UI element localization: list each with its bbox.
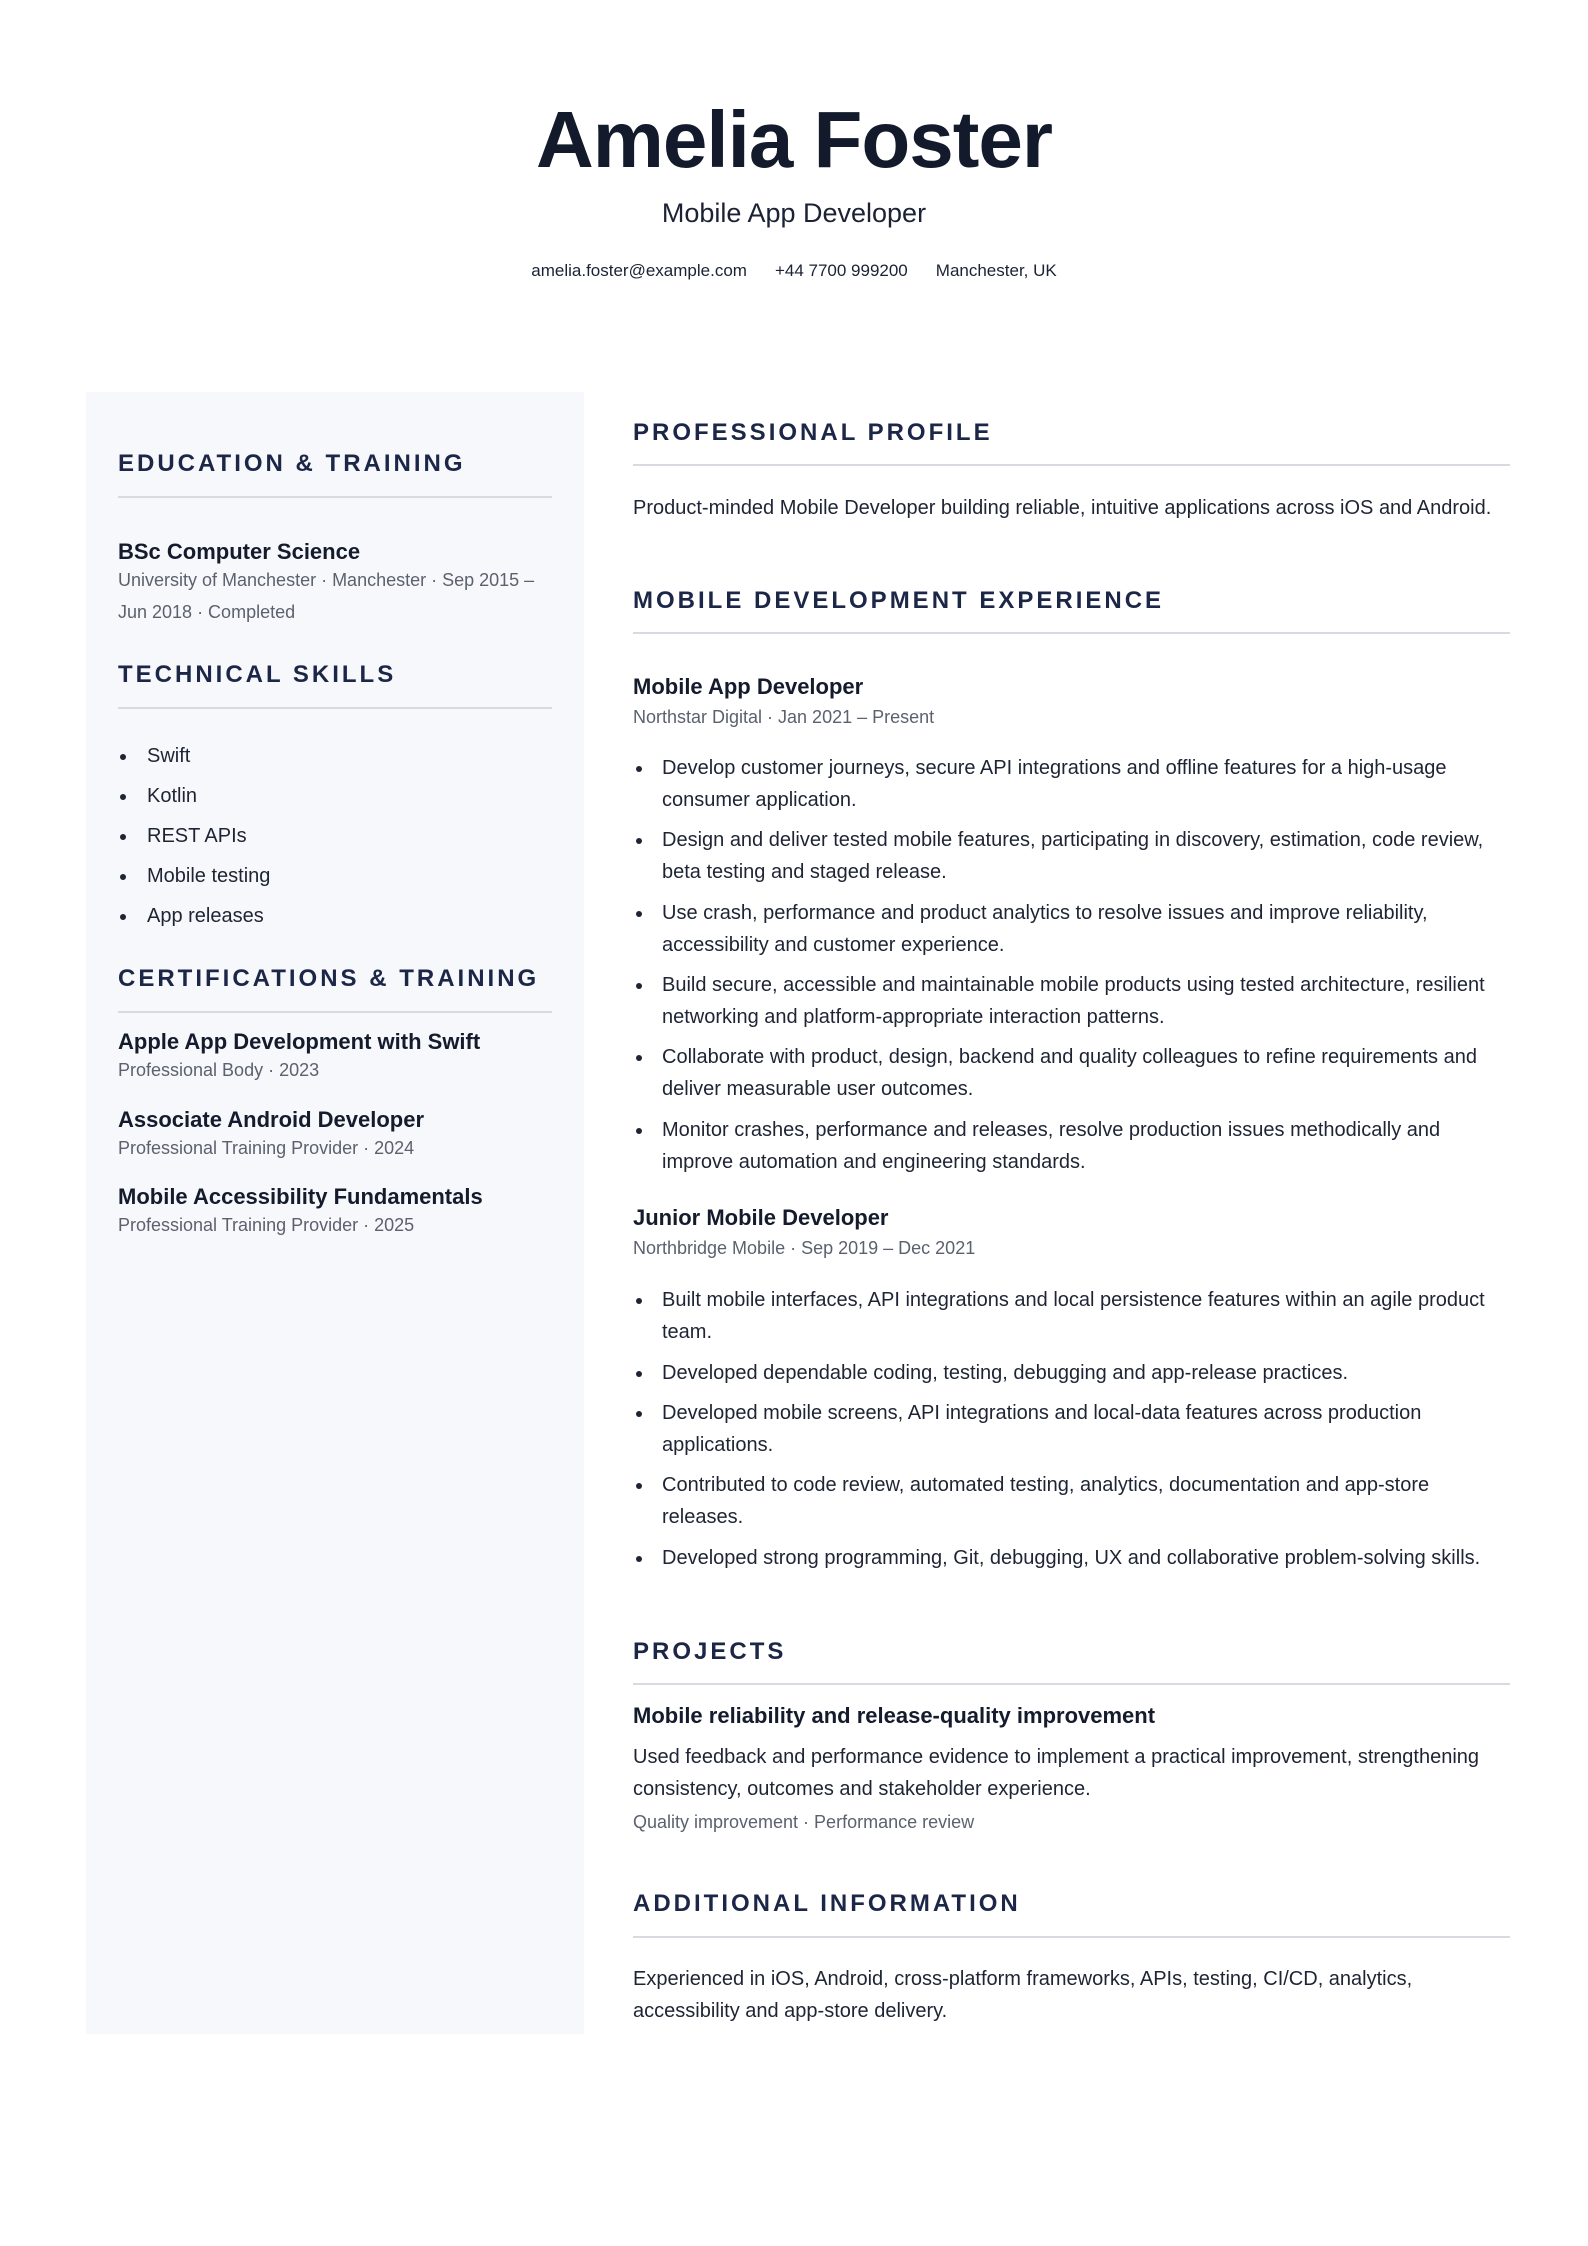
education-section-title: EDUCATION & TRAINING xyxy=(118,450,466,477)
experience-section-title: MOBILE DEVELOPMENT EXPERIENCE xyxy=(633,587,1165,614)
contact-location: Manchester, UK xyxy=(935,261,1057,280)
job-bullet: Use crash, performance and product analytics to resolve issues and improve reliability, accessibility and customer experience. xyxy=(633,897,1510,961)
candidate-name: Amelia Foster xyxy=(535,95,1053,184)
sidebar xyxy=(86,392,584,2034)
skill-item: App releases xyxy=(118,902,264,930)
education-meta: University of Manchester · Manchester · Sep 2015 – Jun 2018 · Completed xyxy=(118,570,535,622)
skill-item: REST APIs xyxy=(118,822,247,850)
certification-meta: Professional Body · 2023 xyxy=(118,1060,320,1080)
job-bullet: Develop customer journeys, secure API integrations and offline features for a high-usage consumer application. xyxy=(633,752,1510,816)
skill-item: Swift xyxy=(118,742,190,770)
contact-phone[interactable]: +44 7700 999200 xyxy=(774,261,908,280)
education-divider xyxy=(118,496,552,498)
experience-divider xyxy=(633,632,1510,634)
job-bullet: Developed mobile screens, API integrations and local-data features across production applications. xyxy=(633,1397,1510,1461)
job-meta: Northstar Digital · Jan 2021 – Present xyxy=(633,707,935,727)
job-bullet: Collaborate with product, design, backend and quality colleagues to refine requirements and deliver measurable user outcomes. xyxy=(633,1041,1510,1105)
additional-section-title: ADDITIONAL INFORMATION xyxy=(633,1890,1021,1917)
projects-section-title: PROJECTS xyxy=(633,1638,787,1665)
projects-divider xyxy=(633,1683,1510,1685)
certification-name: Associate Android Developer xyxy=(118,1107,425,1132)
job-bullet: Developed strong programming, Git, debugging, UX and collaborative problem-solving skills. xyxy=(633,1542,1510,1574)
certifications-divider xyxy=(118,1011,552,1013)
project-tags: Quality improvement · Performance review xyxy=(633,1812,975,1832)
skills-divider xyxy=(118,707,552,709)
profile-summary: Product-minded Mobile Developer building reliable, intuitive applications across iOS and Android. xyxy=(633,497,1492,519)
additional-text: Experienced in iOS, Android, cross-platform frameworks, APIs, testing, CI/CD, analytics, accessibility and app-store delivery. xyxy=(633,1968,1413,2022)
candidate-role: Mobile App Developer xyxy=(661,198,927,228)
job-bullet: Design and deliver tested mobile features, participating in discovery, estimation, code review, beta testing and staged release. xyxy=(633,824,1510,888)
additional-divider xyxy=(633,1936,1510,1938)
job-title: Mobile App Developer xyxy=(633,674,864,699)
job-meta: Northbridge Mobile · Sep 2019 – Dec 2021 xyxy=(633,1238,976,1258)
skill-item: Mobile testing xyxy=(118,862,270,890)
education-degree: BSc Computer Science xyxy=(118,539,361,564)
contact-email[interactable]: amelia.foster@example.com xyxy=(531,261,747,280)
skill-item: Kotlin xyxy=(118,782,197,810)
skills-section-title: TECHNICAL SKILLS xyxy=(118,661,397,688)
certification-name: Apple App Development with Swift xyxy=(118,1029,481,1054)
certification-meta: Professional Training Provider · 2024 xyxy=(118,1138,415,1158)
certifications-section-title: CERTIFICATIONS & TRAINING xyxy=(118,965,540,992)
profile-section-title: PROFESSIONAL PROFILE xyxy=(633,419,993,446)
job-bullet: Built mobile interfaces, API integrations and local persistence features within an agile product team. xyxy=(633,1284,1510,1348)
job-bullet: Developed dependable coding, testing, debugging and app-release practices. xyxy=(633,1357,1510,1389)
contact-bar xyxy=(0,259,1588,283)
job-bullet: Monitor crashes, performance and releases, resolve production issues methodically and improve automation and engineering standards. xyxy=(633,1114,1510,1178)
project-description: Used feedback and performance evidence to implement a practical improvement, strengthening consistency, outcomes and stakeholder experience. xyxy=(633,1746,1480,1800)
job-bullet: Contributed to code review, automated testing, analytics, documentation and app-store releases. xyxy=(633,1469,1510,1533)
job-bullet: Build secure, accessible and maintainable mobile products using tested architecture, resilient networking and platform-appropriate interaction patterns. xyxy=(633,969,1510,1033)
job-title: Junior Mobile Developer xyxy=(633,1205,889,1230)
certification-meta: Professional Training Provider · 2025 xyxy=(118,1215,415,1235)
profile-divider xyxy=(633,464,1510,466)
project-name: Mobile reliability and release-quality improvement xyxy=(633,1703,1156,1728)
certification-name: Mobile Accessibility Fundamentals xyxy=(118,1184,483,1209)
